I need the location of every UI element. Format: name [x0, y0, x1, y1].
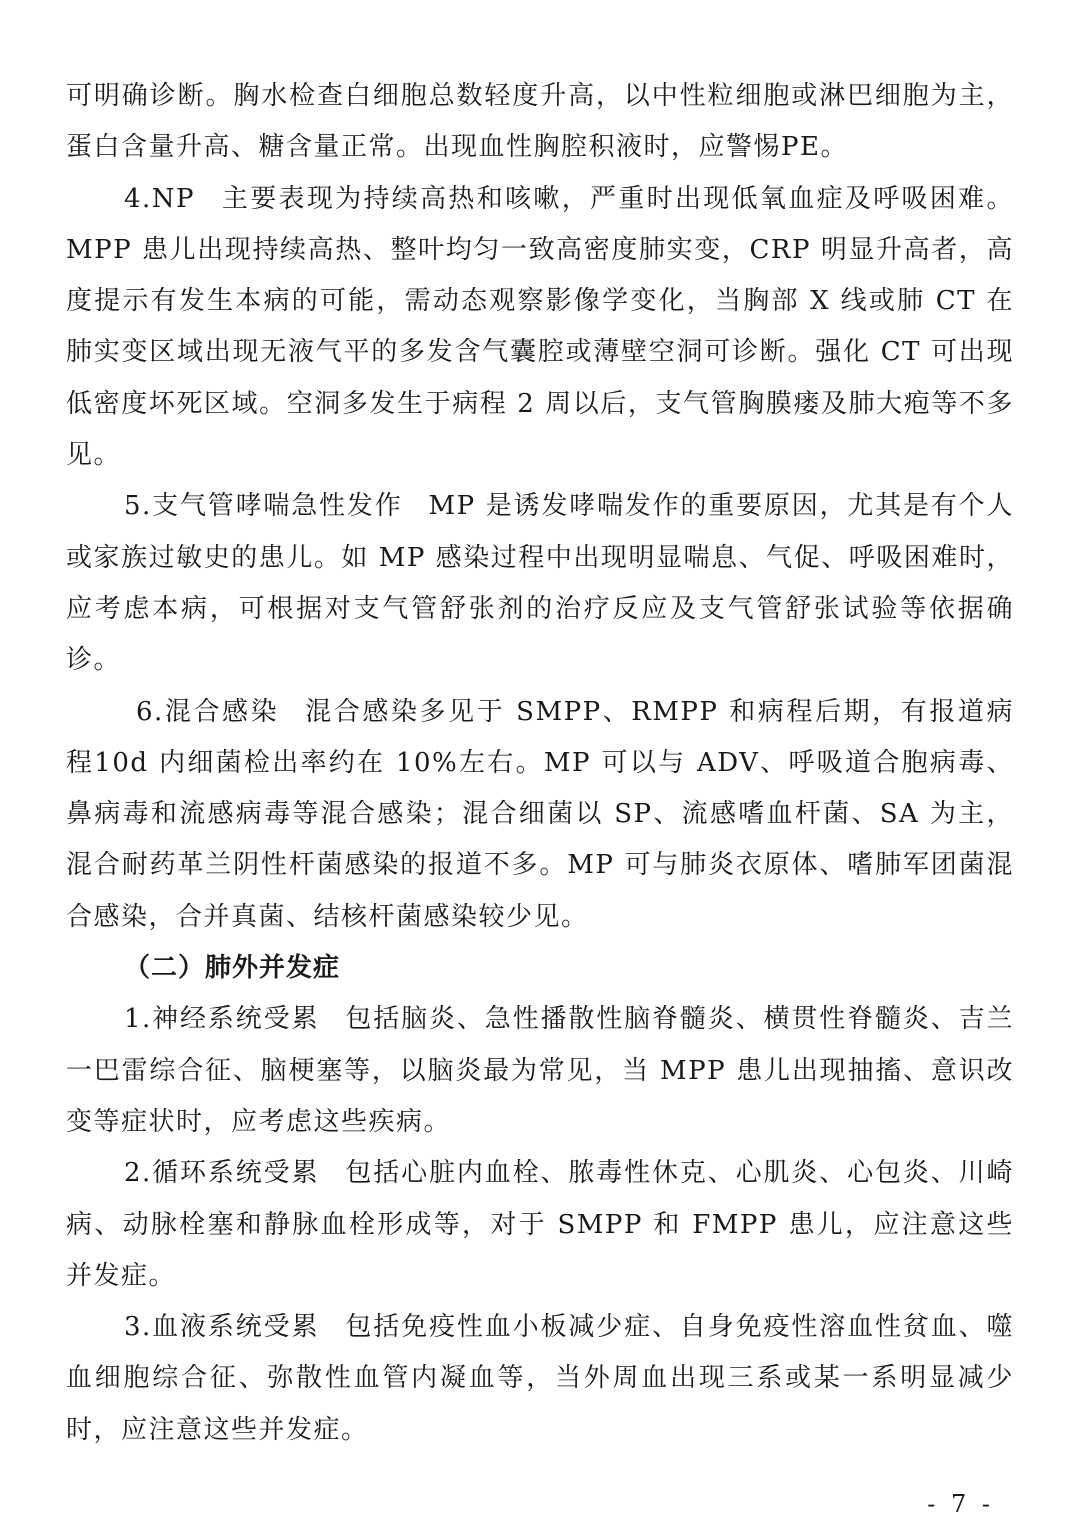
paragraph-lead: 6.混合感染 — [136, 696, 280, 727]
paragraph-text: MP 是诱发哮喘发作的重要原因，尤其是有个人或家族过敏史的患儿。如 MP 感染过程中出现明显喘息、气促、呼吸困难时，应考虑本病，可根据对支气管舒张剂的治疗反应及支气管舒张试验等依据确诊。 — [66, 491, 1014, 676]
page-number: - 7 - — [927, 1490, 994, 1518]
paragraph-text: 可明确诊断。胸水检查白细胞总数轻度升高，以中性粒细胞或淋巴细胞为主，蛋白含量升高、糖含量正常。出现血性胸腔积液时，应警惕PE。 — [66, 81, 1014, 163]
paragraph-lead: 3.血液系统受累 — [124, 1312, 320, 1343]
paragraph-blood-system — [66, 1302, 1014, 1456]
paragraph-asthma — [66, 481, 1014, 686]
paragraph-text: 包括免疫性血小板减少症、自身免疫性溶血性贫血、噬血细胞综合征、弥散性血管内凝血等，当外周血出现三系或某一系明显减少时，应注意这些并发症。 — [66, 1312, 1014, 1445]
document-body — [66, 71, 1014, 1456]
paragraph-circulatory-system — [66, 1148, 1014, 1302]
paragraph-nervous-system — [66, 994, 1014, 1148]
paragraph-np — [66, 174, 1014, 482]
paragraph-text: 包括心脏内血栓、脓毒性休克、心肌炎、心包炎、川崎病、动脉栓塞和静脉血栓形成等，对于 SMPP 和 FMPP 患儿，应注意这些并发症。 — [66, 1158, 1014, 1291]
paragraph-lead: 1.神经系统受累 — [124, 1004, 320, 1035]
paragraph-text: 主要表现为持续高热和咳嗽，严重时出现低氧血症及呼吸困难。MPP 患儿出现持续高热、整叶均匀一致高密度肺实变，CRP 明显升高者，高度提示有发生本病的可能，需动态观察影像学变化，当胸部 X 线或肺 CT 在肺实变区域出现无液气平的多发含气囊腔或薄壁空洞可诊断。强化 CT 可出现低密度坏死区域。空洞多发生于病程 2 周以后，支气管胸膜瘘及肺大疱等不多见。 — [66, 183, 1014, 471]
section-heading: （二）肺外并发症 — [124, 953, 341, 984]
paragraph-lead: 2.循环系统受累 — [124, 1158, 320, 1189]
paragraph-lead: 4.NP — [124, 183, 196, 214]
paragraph-lead: 5.支气管哮喘急性发作 — [124, 491, 403, 522]
paragraph-text: 混合感染多见于 SMPP、RMPP 和病程后期，有报道病程10d 内细菌检出率约在 10%左右。MP 可以与 ADV、呼吸道合胞病毒、鼻病毒和流感病毒等混合感染；混合细菌以 SP、流感嗜血杆菌、SA 为主，混合耐药革兰阴性杆菌感染的报道不多。MP 可与肺炎衣原体、嗜肺军团菌混合感染，合并真菌、结核杆菌感染较少见。 — [66, 696, 1014, 932]
paragraph-text: 包括脑炎、急性播散性脑脊髓炎、横贯性脊髓炎、吉兰一巴雷综合征、脑梗塞等，以脑炎最为常见，当 MPP 患儿出现抽搐、意识改变等症状时，应考虑这些疾病。 — [66, 1004, 1014, 1137]
paragraph-pleural-effusion-continued — [66, 71, 1014, 174]
paragraph-mixed-infection — [66, 687, 1014, 943]
